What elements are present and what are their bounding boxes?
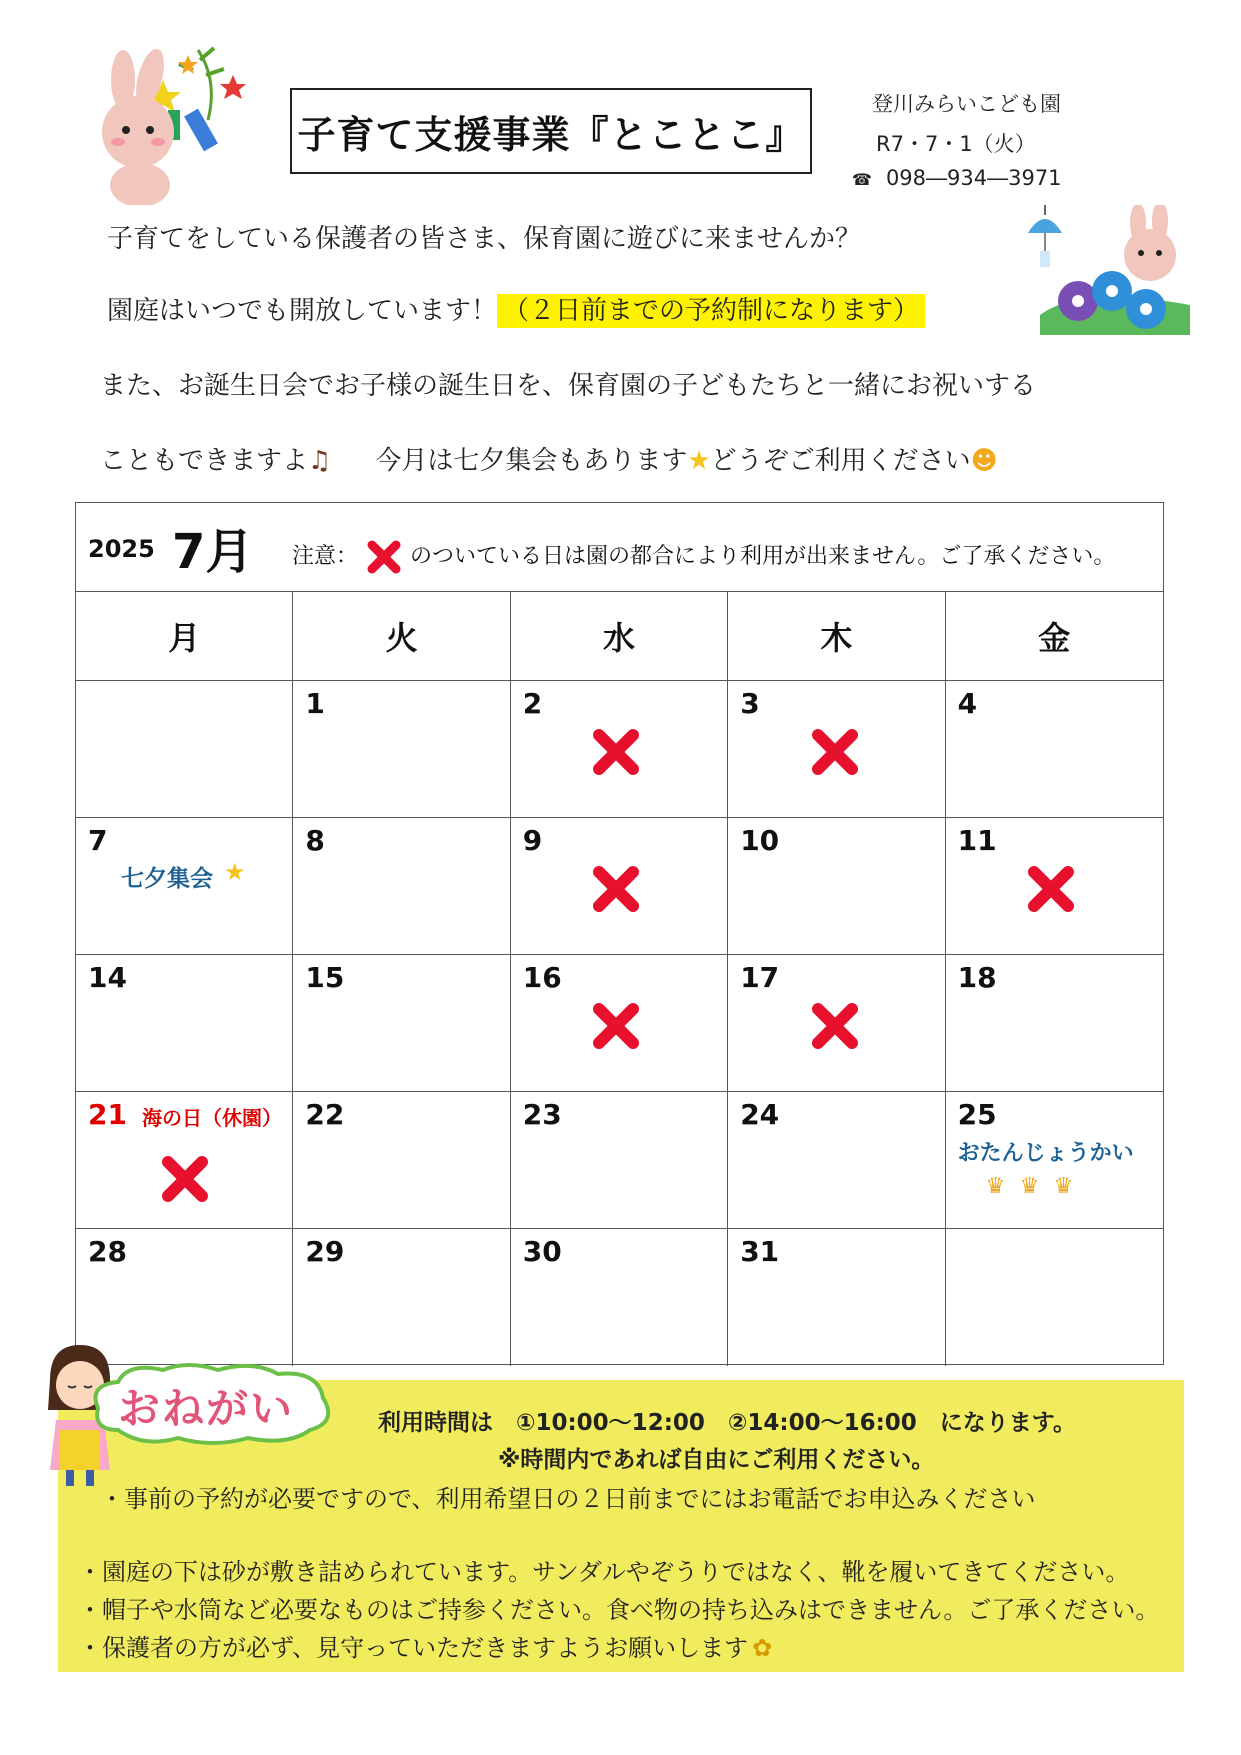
note-item-2: ・園庭の下は砂が敷き詰められています。サンダルやぞうりではなく、靴を履いてきてください。: [78, 1558, 1130, 1586]
day-number: 1: [305, 687, 325, 720]
calendar-header: [76, 503, 1163, 592]
calendar-day: [728, 1229, 945, 1366]
weekday-header: 水: [511, 592, 728, 681]
day-number: 17: [740, 961, 780, 994]
onegai-badge: [88, 1360, 336, 1446]
usage-hours: 利用時間は ①10:00～12:00 ②14:00～16:00 になります。: [378, 1410, 1076, 1436]
phone-number: 098―934―3971: [885, 166, 1062, 190]
closed-x-icon: [1024, 862, 1078, 916]
day-number: 15: [305, 961, 345, 994]
calendar-day: [946, 1092, 1163, 1229]
calendar-day: [76, 1092, 293, 1229]
usage-hours-note: ※時間内であれば自由にご利用ください。: [498, 1447, 935, 1473]
day-number: 16: [522, 961, 562, 994]
day-number: 10: [740, 824, 780, 857]
page-title: 子育て支援事業『とことこ』: [290, 88, 812, 174]
calendar-day: [511, 1092, 728, 1229]
calendar-day: [76, 818, 293, 955]
note-item-3: ・帽子や水筒など必要なものはご持参ください。食べ物の持ち込みはできません。ご了承ください。: [78, 1596, 1160, 1624]
phone-icon: ☎: [852, 170, 872, 189]
day-number: 24: [740, 1098, 780, 1131]
note-item-1: ・事前の予約が必要ですので、利用希望日の２日前までにはお電話でお申込みください: [100, 1485, 1036, 1513]
day-number: 18: [957, 961, 997, 994]
calendar-day: [511, 681, 728, 818]
crown-icon: ♛: [985, 1174, 1006, 1199]
closed-x-icon: [808, 999, 862, 1053]
issue-date: R7・7・1（火）: [876, 132, 1036, 156]
event-label: 七夕集会: [121, 866, 213, 892]
calendar-day: [293, 681, 510, 818]
music-note-icon: ♫: [308, 446, 332, 476]
intro-line-3: また、お誕生日会でお子様の誕生日を、保育園の子どもたちと一緒にお祝いする: [100, 371, 1037, 401]
calendar-notice: 注意： のついている日は園の都合により利用が出来ません。ご了承ください。: [292, 537, 1115, 577]
intro-line-4: こともできますよ♫ 今月は七夕集会もあります★どうぞご利用ください☻: [100, 446, 998, 476]
weekday-header: 月: [76, 592, 293, 681]
calendar-month: 7月: [172, 524, 254, 580]
reservation-highlight: （２日前までの予約制になります）: [497, 294, 925, 328]
smile-icon: ☻: [970, 446, 998, 476]
day-number: 28: [88, 1235, 127, 1268]
day-number: 2: [522, 687, 543, 720]
day-number: 23: [522, 1098, 562, 1131]
note-item-4: ・保護者の方が必ず、見守っていただきますようお願いします ✿: [78, 1634, 773, 1662]
calendar-day: [293, 1229, 510, 1366]
day-number: 9: [522, 824, 543, 857]
day-number: 8: [305, 824, 325, 857]
weekday-header: 火: [293, 592, 510, 681]
day-number: 30: [522, 1235, 562, 1268]
intro-line-1: 子育てをしている保護者の皆さま、保育園に遊びに来ませんか？: [107, 224, 862, 254]
calendar-year: 2025: [88, 535, 155, 563]
weekday-header: 木: [728, 592, 945, 681]
day-number: 31: [740, 1235, 780, 1268]
calendar-day: [728, 681, 945, 818]
phone-line: [852, 166, 1062, 190]
day-number: 21: [88, 1098, 127, 1131]
rabbit-morning-glory-illustration: [1020, 205, 1200, 345]
calendar-day-empty: [76, 681, 293, 818]
closed-x-icon: [589, 862, 643, 916]
calendar-day: [946, 681, 1163, 818]
calendar-day: [293, 818, 510, 955]
intro-line-2: 園庭はいつでも開放しています！ （２日前までの予約制になります）: [107, 290, 925, 327]
day-number: 11: [957, 824, 997, 857]
calendar-day-empty: [946, 1229, 1163, 1366]
rabbit-tanabata-illustration: [88, 40, 258, 205]
day-number: 22: [305, 1098, 345, 1131]
calendar-day: [728, 818, 945, 955]
calendar: [75, 502, 1164, 1365]
day-number: 14: [88, 961, 127, 994]
event-label: おたんじょうかい: [957, 1141, 1134, 1166]
calendar-day: [511, 818, 728, 955]
crown-icon: ♛: [1019, 1174, 1040, 1199]
calendar-day: [76, 955, 293, 1092]
calendar-day: [293, 1092, 510, 1229]
facility-name: 登川みらいこども園: [872, 92, 1061, 116]
day-number: 25: [957, 1098, 997, 1131]
calendar-grid: [76, 592, 1163, 1366]
sunflower-icon: ✿: [752, 1634, 773, 1662]
closed-x-icon: [158, 1152, 212, 1206]
day-number: 29: [305, 1235, 345, 1268]
calendar-day: [728, 1092, 945, 1229]
day-number: 7: [88, 824, 108, 857]
onegai-label: おねがい: [118, 1384, 295, 1433]
calendar-day: [511, 955, 728, 1092]
day-number: 4: [957, 687, 978, 720]
weekday-header: 金: [946, 592, 1163, 681]
calendar-day: [293, 955, 510, 1092]
closed-x-icon: [364, 537, 404, 577]
closed-x-icon: [589, 999, 643, 1053]
star-icon: ★: [687, 446, 711, 476]
day-number: 3: [740, 687, 760, 720]
crown-icon: ♛: [1053, 1174, 1074, 1199]
star-icon: ★: [224, 858, 246, 886]
closed-x-icon: [808, 725, 862, 779]
calendar-day: [946, 955, 1163, 1092]
closed-x-icon: [589, 725, 643, 779]
calendar-day: [946, 818, 1163, 955]
calendar-day: [728, 955, 945, 1092]
holiday-label: 海の日（休園）: [142, 1106, 282, 1130]
calendar-day: [511, 1229, 728, 1366]
